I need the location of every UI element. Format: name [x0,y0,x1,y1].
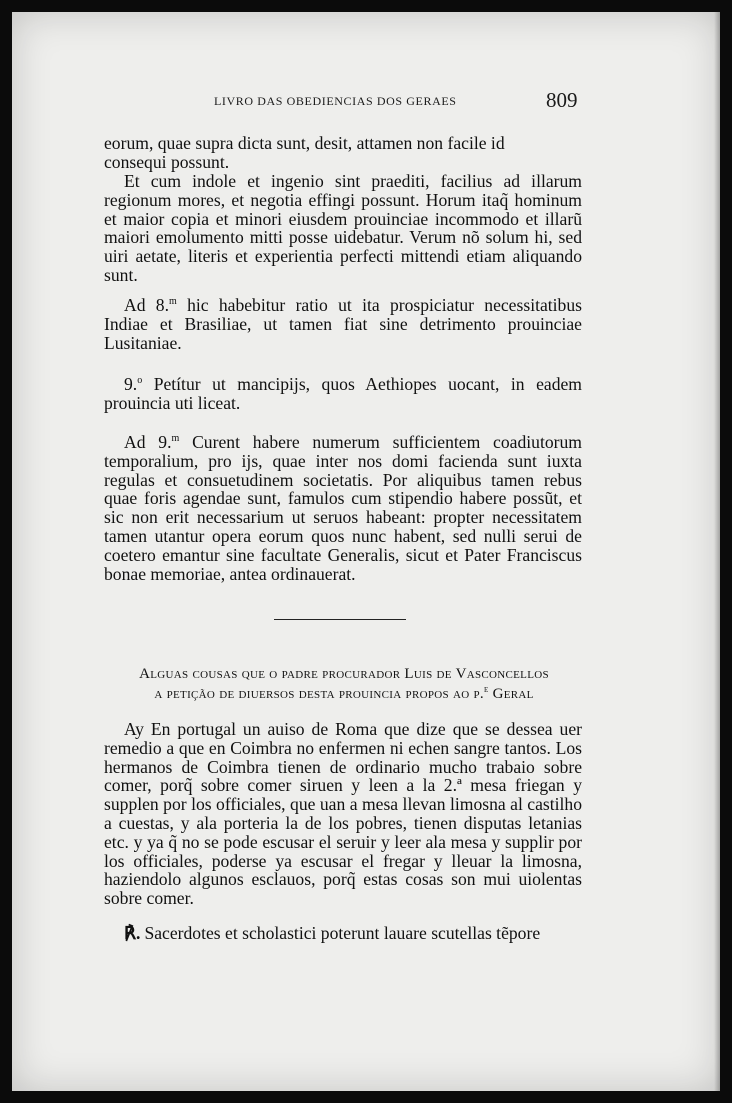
superscript: m [169,296,177,308]
heading-line-2: a petição de diuersos desta prouincia propos ao p.$^e$ Geral [154,684,534,702]
item-number: Ad 9. [124,432,172,452]
superscript: m [171,433,180,445]
document-page [12,12,720,1091]
text-line: consequi possunt. [104,151,230,172]
paragraph-response [104,924,582,943]
page-edge-shadow [714,12,720,1091]
paragraph-text: Et cum indole et ingenio sint praediti, facilius ad illarum regionum mores, et negotia effingi possunt. Horum itaq̃ hominum et maior copia et minori eiusdem prouinciae incommodo et illarũ maiori emolumento mitti posse uidebatur. Verum nõ solum hi, sed uiri aetate, literis et experientia perfecti mittendi etiam aliquando sunt. [104,171,582,285]
text-line: eorum, quae supra dicta sunt, desit, attamen non facile id [104,133,505,153]
paragraph-ad-9 [104,433,582,583]
paragraph-text: Curent habere numerum sufficientem coadiutorum temporalium, pro ijs, quae inter nos domi facienda sunt iuxta regulas et consuetudinem societatis. Por aliquibus tamen rebus quae foris agendae sunt, famulos cum stipendio habere possũt, et sic non erit necessarium ut seruos habeant: propter necessitatem tamen utantur opera eorum quos nunc habent, sed nulli serui de coetero emantur sine facultate Generalis, sicut et Pater Franciscus bonae memoriae, antea ordinauerat. [104,432,582,584]
superscript: o [137,375,143,387]
item-number: Ad 8. [124,295,169,315]
running-header [12,88,720,118]
paragraph-9 [104,375,582,413]
response-mark: ℟. [124,923,141,943]
superscript: e [483,684,489,695]
item-number: 9. [124,374,138,394]
paragraph-spanish [104,720,582,908]
paragraph-text: Ay En portugal un auiso de Roma que dize que se dessea uer remedio a que en Coimbra no enfermen ni echen sangre tantos. Los hermanos de Coimbra tienen de ordinario mucho trabaio sobre comer, porq̃ sobre comer siruen y leen a la 2.ª mesa friegan y supplen por los officiales, que uan a mesa llevan limosna al castilho a cuestas, y ala porteria la de los pobres, tienen disputas letanias etc. y ya q̃ no se pode escusar el seruir y leer ala mesa y supplir por los officiales, poderse ya escusar el fregar y lleuar la limosna, haziendolo algunos esclauos, porq̃ estas cosas son mui uiolentas sobre comer. [104,719,582,909]
paragraph-text: hic habebitur ratio ut ita prospiciatur necessitatibus Indiae et Brasiliae, ut tamen fiat sine detrimento prouinciae Lusitaniae. [104,295,582,353]
section-divider [274,619,406,620]
paragraph-continuation [104,134,582,172]
paragraph-text: Sacerdotes et scholastici poterunt lauare scutellas tẽpore [144,923,541,943]
page-number: 809 [546,88,578,112]
paragraph-ad-8 [104,296,582,352]
paragraph-indole [104,172,582,285]
section-heading [92,664,596,704]
running-title: LIVRO DAS OBEDIENCIAS DOS GERAES [214,94,457,108]
paragraph-text: Petítur ut mancipijs, quos Aethiopes uocant, in eadem prouincia uti liceat. [104,374,582,413]
heading-line-1: Alguas cousas que o padre procurador Luis de Vasconcellos [139,666,549,682]
